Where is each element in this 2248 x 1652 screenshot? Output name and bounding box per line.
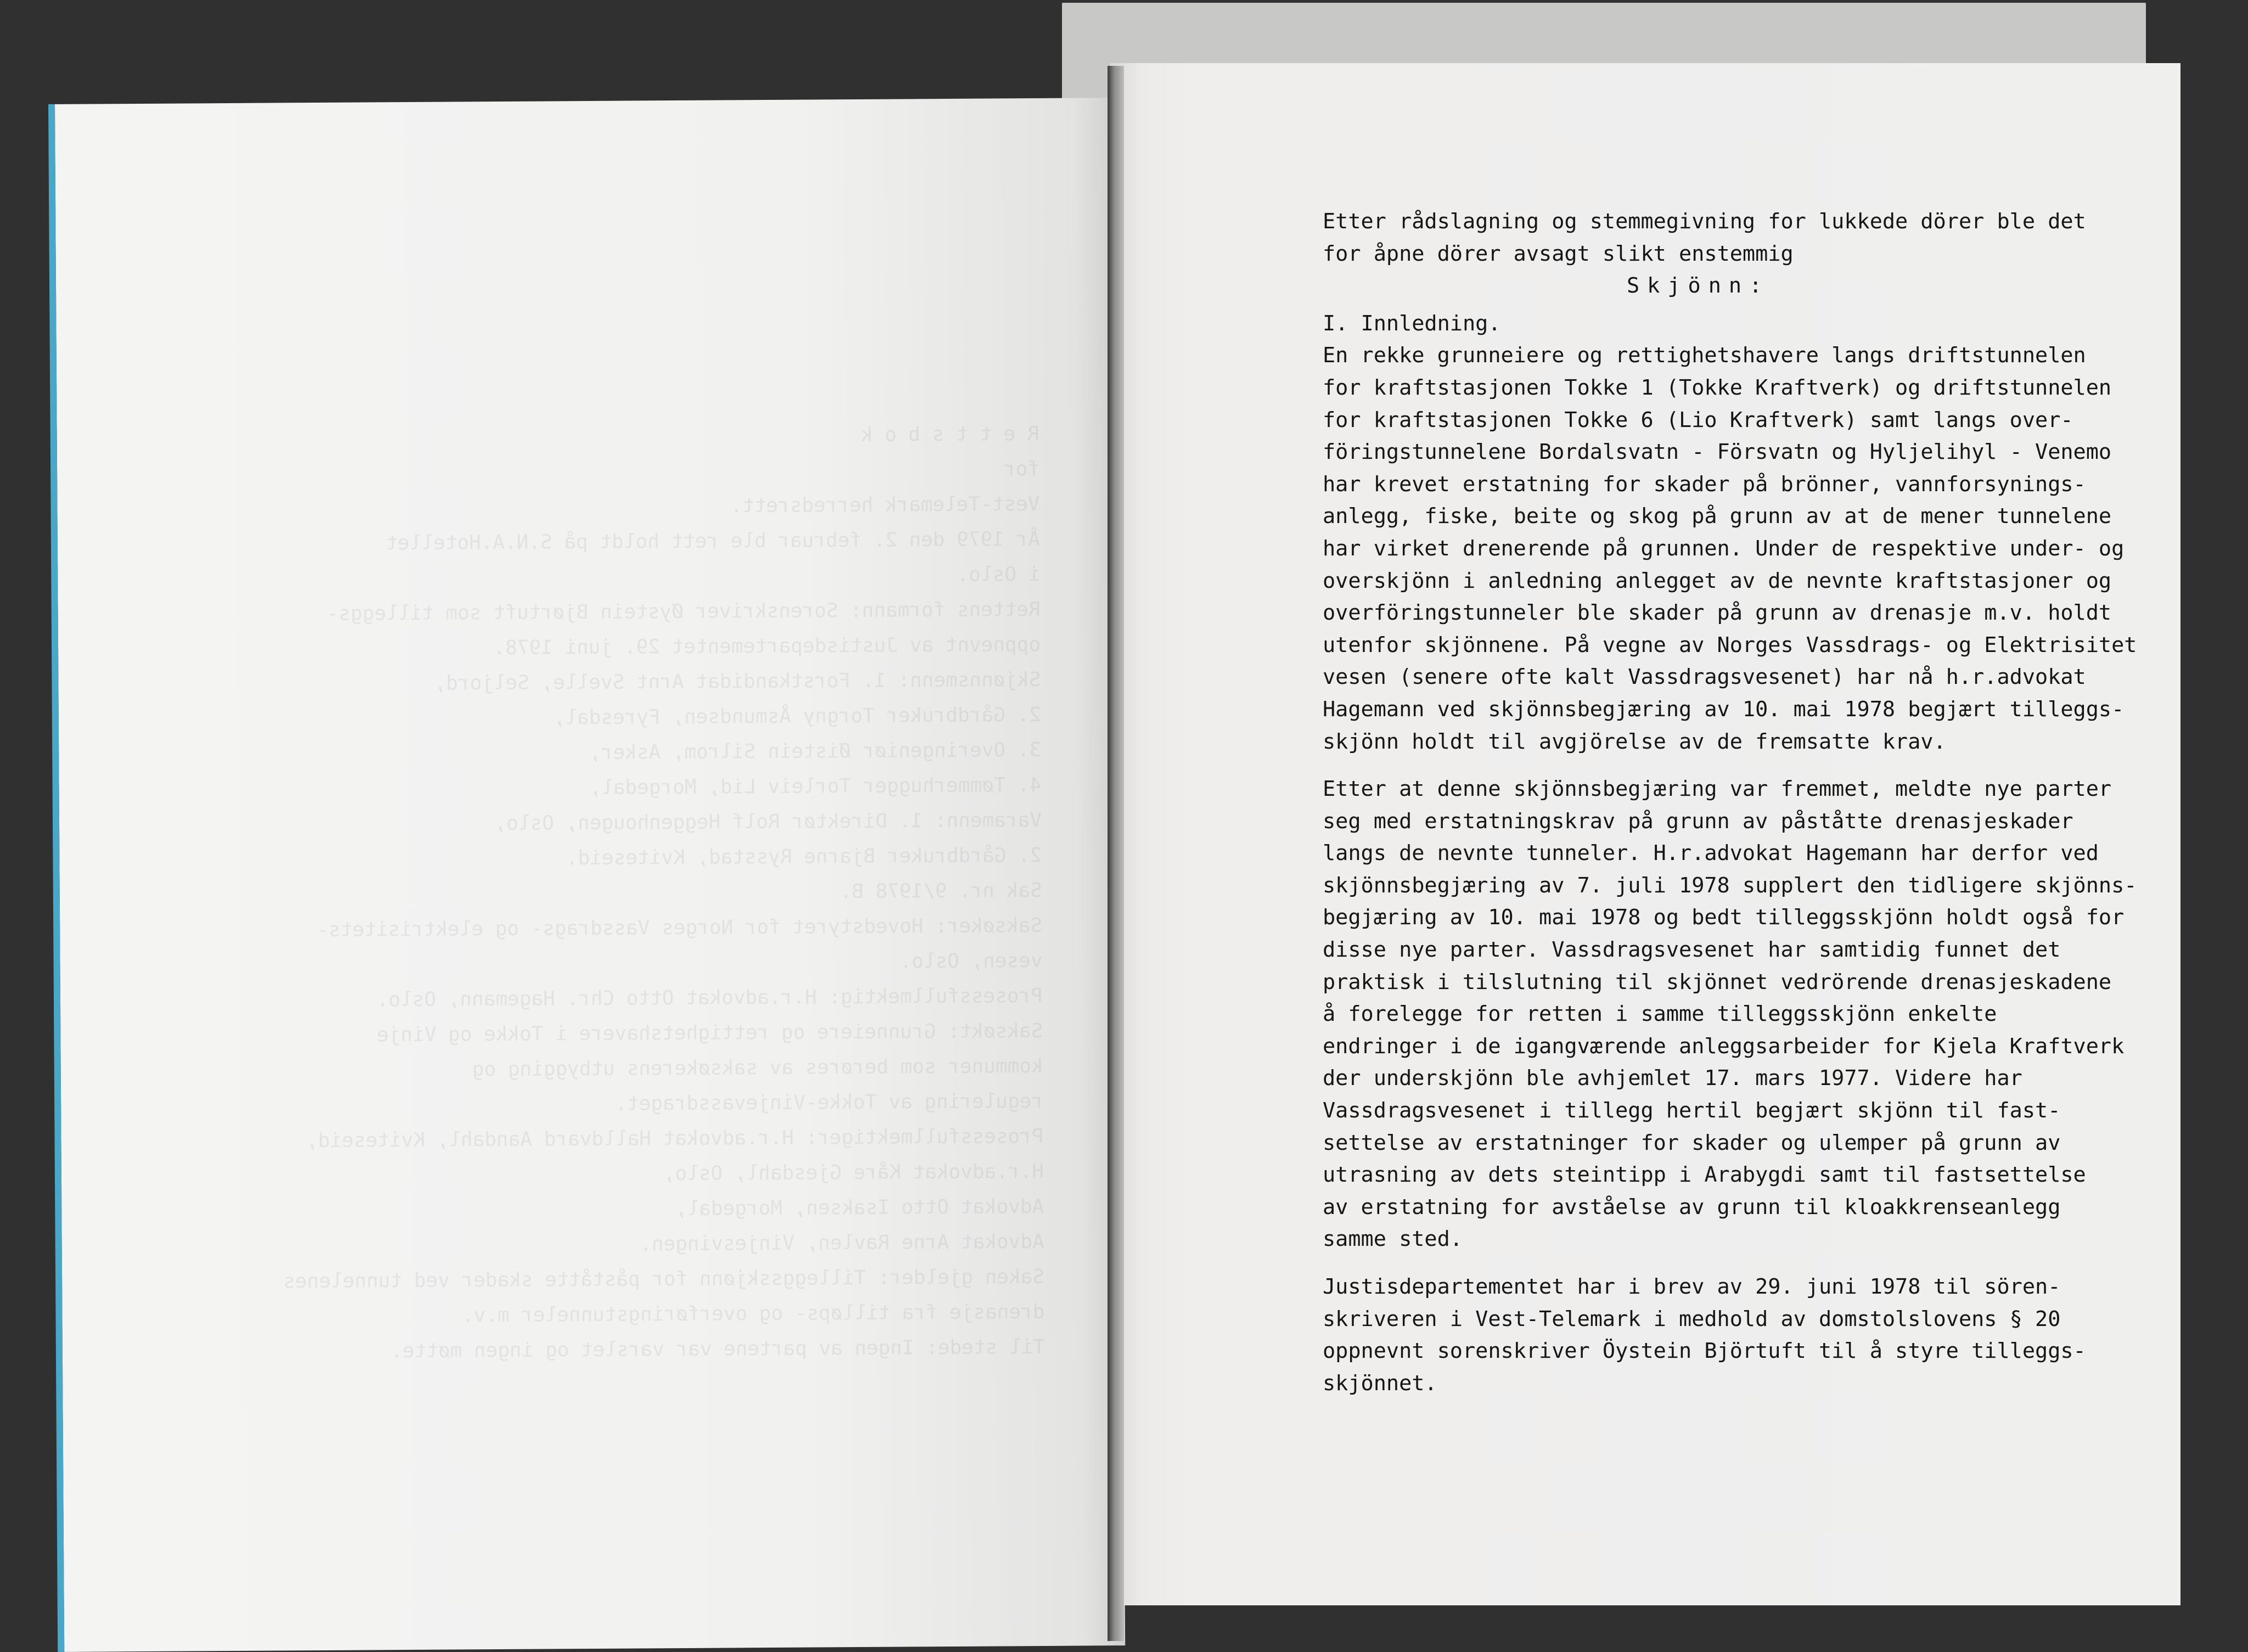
text-line: begjæring av 10. mai 1978 og bedt tilleggsskjönn holdt også for (1323, 905, 2125, 930)
intro-line: for åpne dörer avsagt slikt enstemmig (1323, 241, 1794, 266)
text-line: å forelegge for retten i samme tilleggsskjönn enkelte (1323, 1002, 1997, 1027)
paragraph-2 (1323, 773, 2179, 1256)
text-line: overföringstunneler ble skader på grunn av drenasje m.v. holdt (1323, 600, 2112, 626)
text-line: Hagemann ved skjönnsbegjæring av 10. mai 1978 begjært tilleggs- (1323, 696, 2125, 722)
text-line: overskjönn i anledning anlegget av de nevnte kraftstasjoner og (1323, 568, 2112, 593)
text-line: har krevet erstatning for skader på brönner, vannforsynings- (1323, 471, 2086, 497)
bleedthrough-line: Til stede: Ingen av partene var varslet og ingen møtte. (390, 1335, 1045, 1363)
bleedthrough-line: oppnevnt av Justisdepartementet 29. juni 1978. (493, 633, 1041, 660)
book-gutter (1108, 66, 1124, 1641)
bleedthrough-line: År 1979 den 2. februar ble rett holdt på S.N.A.Hotellet (385, 527, 1040, 555)
text-line: utrasning av dets steintipp i Arabygdi samt til fastsettelse (1323, 1162, 2086, 1188)
bleedthrough-line: for (1003, 457, 1040, 481)
bleedthrough-line: i Oslo. (957, 563, 1041, 586)
section-heading: I. Innledning. (1323, 311, 1501, 336)
text-line: samme sted. (1323, 1227, 1463, 1252)
bleedthrough-line: 3. Overingeniør Øistein Silrom, Asker, (589, 738, 1042, 765)
bleedthrough-line: Advokat Arne Ravlen, Vinjesvingen. (639, 1230, 1044, 1256)
text-line: for kraftstasjonen Tokke 6 (Lio Kraftverk) samt langs over- (1323, 407, 2073, 432)
bleedthrough-line: R e t t s b o k (861, 422, 1039, 446)
text-line: Vassdragsvesenet i tillegg hertil begjært skjönn til fast- (1323, 1098, 2061, 1123)
bleedthrough-line: Saksøker: Hovedstyret for Norges Vassdrags- og elektrisitets- (316, 914, 1043, 942)
left-page (48, 98, 1125, 1652)
text-line: Etter at denne skjönnsbegjæring var fremmet, meldte nye parter (1323, 777, 2112, 802)
text-line: utenfor skjönnene. På vegne av Norges Vassdrags- og Elektrisitet (1323, 632, 2137, 658)
document-title: Skjönn: (1627, 273, 1770, 299)
text-line: föringstunnelene Bordalsvatn - Försvatn og Hyljelihyl - Venemo (1323, 440, 2112, 465)
bleedthrough-line: kommuner som berøres av saksøkerens utbygging og (472, 1054, 1043, 1081)
bleedthrough-line: 2. Gårdbruker Torgny Åsmundsen, Fyresdal, (553, 703, 1041, 729)
bleedthrough-line: Prosessfullmektiger: H.r.advokat Halldvard Aandahl, Kviteseid, (306, 1125, 1044, 1153)
text-line: der underskjönn ble avhjemlet 17. mars 1977. Videre har (1323, 1066, 2022, 1091)
intro-line: Etter rådslagning og stemmegivning for lukkede dörer ble det (1323, 209, 2086, 234)
bleedthrough-line: 2. Gårdbruker Bjarne Rysstad, Kviteseid. (566, 844, 1042, 870)
bleedthrough-line: vesen, Oslo. (900, 949, 1043, 973)
bleedthrough-line: Varamenn: 1. Direktør Rolf Heggenhougen, Oslo, (494, 808, 1042, 835)
intro (1323, 206, 2179, 270)
text-line: skjönnet. (1323, 1370, 1437, 1396)
bleedthrough-line: Sak nr. 9/1978 B. (840, 879, 1042, 903)
bleedthrough-line: regulering av Tokke-Vinjevassdraget. (615, 1089, 1044, 1115)
text-line: av erstatning for avståelse av grunn til kloakkrenseanlegg (1323, 1194, 2061, 1220)
bleedthrough-line: 4. Tømmerhugger Torleiv Lid, Morgedal, (589, 773, 1042, 799)
left-page-bleedthrough-text (183, 417, 1046, 1370)
text-line: settelse av erstatninger for skader og ulemper på grunn av (1323, 1130, 2061, 1155)
text-line: praktisk i tilslutning til skjönnet vedrörende drenasjeskadene (1323, 969, 2112, 994)
text-line: disse nye parter. Vassdragsvesenet har samtidig funnet det (1323, 937, 2061, 963)
bleedthrough-line: Skjønnsmenn: 1. Forstkandidat Arnt Svelle, Seljord, (434, 668, 1041, 695)
bleedthrough-line: H.r.advokat Kåre Gjesdahl, Oslo, (663, 1160, 1044, 1185)
bleedthrough-line: Rettens formann: Sorenskriver Øystein Bjørtuft som tilleggs- (327, 598, 1041, 625)
text-line: skjönnsbegjæring av 7. juli 1978 supplert den tidligere skjönns- (1323, 873, 2137, 898)
text-line: skjönn holdt til avgjörelse av de fremsatte krav. (1323, 729, 1946, 754)
bleedthrough-line: Prosessfullmektig: H.r.advokat Otto Chr. Hagemann, Oslo. (376, 984, 1043, 1012)
text-line: endringer i de igangværende anleggsarbeider for Kjela Kraftverk (1323, 1033, 2125, 1059)
text-line: har virket drenerende på grunnen. Under de respektive under- og (1323, 536, 2125, 561)
text-line: En rekke grunneiere og rettighetshavere langs driftstunnelen (1323, 343, 2086, 368)
text-line: vesen (senere ofte kalt Vassdragsvesenet) har nå h.r.advokat (1323, 665, 2086, 690)
text-line: Justisdepartementet har i brev av 29. juni 1978 til sören- (1323, 1274, 2061, 1299)
bleedthrough-line: drenasje fra tilløps- og overføringstunneler m.v. (462, 1300, 1045, 1327)
text-line: for kraftstasjonen Tokke 1 (Tokke Kraftverk) og driftstunnelen (1323, 375, 2112, 400)
bleedthrough-line: Vest-Telemark herredsrett. (730, 492, 1040, 518)
paragraph-3 (1323, 1271, 2179, 1400)
bleedthrough-line: Advokat Otto Isaksen, Morgedal, (675, 1195, 1044, 1221)
text-line: oppnevnt sorenskriver Öystein Björtuft til å styre tilleggs- (1323, 1339, 2086, 1364)
text-line: langs de nevnte tunneler. H.r.advokat Hagemann har derfor ved (1323, 841, 2099, 866)
bleedthrough-line: Saken gjelder: Tilleggsskjønn for påståtte skader ved tunnelenes (283, 1265, 1045, 1293)
text-line: seg med erstatningskrav på grunn av påståtte drenasjeskader (1323, 808, 2073, 834)
right-page-text (1323, 206, 2179, 1400)
text-line: anlegg, fiske, beite og skog på grunn av at de mener tunnelene (1323, 504, 2112, 529)
paragraph-1 (1323, 340, 2179, 758)
bleedthrough-line: Saksøkt: Grunneiere og rettighetshavere i Tokke og Vinje (376, 1019, 1043, 1047)
text-line: skriveren i Vest-Telemark i medhold av domstolslovens § 20 (1323, 1306, 2061, 1331)
